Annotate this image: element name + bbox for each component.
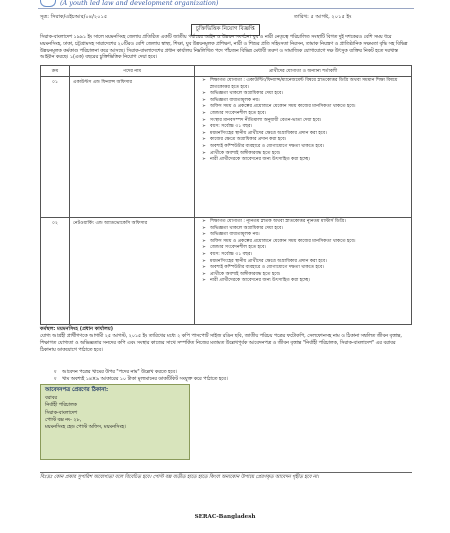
requirement-item: ➢ অফিস সময় ও প্রকল্পের প্রয়োজনে যেকোন সময় কাজের মানসিকতা থাকতে হবে। [202, 239, 408, 246]
notice-title: চুক্তিভিত্তিক নিয়োগ বিজ্ঞপ্তি [191, 24, 260, 36]
header-serial: ক্রম [41, 66, 70, 77]
note-item: ▿ খাম অবশ্যই ১৪×৯ আকারের ১০ টাকা মূল্যমানের ডাকটিকিট সংযুক্ত করে পাঠাতে হবে। [54, 376, 228, 382]
requirement-item: ➢ অভিজ্ঞতা বাধ্যতামূলক নয়। [202, 232, 408, 239]
requirement-item: ➢ প্রার্থীকে অবশ্যই অঙ্গীকারবদ্ধ হতে হবে। [202, 272, 408, 279]
checkbox-icon: ▿ [54, 370, 57, 375]
requirement-item: ➢ জেন্ডার সংবেদনশীল হতে হবে। [202, 245, 408, 252]
address-line: ময়মনসিংহ হেড পোস্ট অফিস, ময়মনসিংহ। [45, 425, 126, 431]
requirement-item: ➢ ময়মনসিংহের স্থানীয় প্রার্থীদের ক্ষেত্রে অগ্রাধিকার প্রদান করা হবে। [202, 259, 408, 266]
notice-date: তারিখ: ৫ আগষ্ট, ২০১৫ ইং [294, 14, 352, 20]
table-header-row [41, 66, 412, 77]
logo-icon [40, 0, 56, 7]
table-row [41, 218, 412, 325]
requirement-item: ➢ শিক্ষাগত যোগ্যতা : ন্যূনতম স্নাতক অথবা স্নাতকোত্তর ন্যূনতম মাস্টার্স ডিগ্রি। [202, 219, 408, 226]
requirement-item: ➢ জেন্ডার সংবেদনশীল হতে হবে। [202, 111, 408, 118]
row-serial: ০২ [41, 218, 70, 325]
footer-org-name: SERAC-Bangladesh [194, 514, 256, 520]
checkbox-icon: ▿ [54, 376, 57, 382]
address-box [40, 384, 190, 460]
footnote-divider [40, 472, 412, 473]
requirement-item: ➢ বয়স: সর্বোচ্চ ৩১ বছর। [202, 124, 408, 131]
header-post: পদের নাম [70, 66, 195, 77]
header-requirements: প্রার্থীদের যোগ্যতা ও অন্যান্য শর্তাবলী [195, 66, 412, 77]
requirement-item: ➢ অভিজ্ঞতা থাকলে অগ্রাধিকার দেয়া হবে। [202, 91, 408, 98]
reference-number: সূত্র: সিরাক/এইচআর/০৪/২০১৫ [40, 14, 108, 20]
requirement-item: ➢ বয়স: সর্বোচ্চ ৩১ বছর। [202, 252, 408, 259]
footnote: বিঃদ্রঃ কোন প্রকার সুপারিশ অযোগ্যতা বলে বিবেচিত হবে। পোস্ট বক্স ব্যতীত হাতে হাতে কিংবা অন্যকোন উপায়ে প্রেরণকৃত আবেদন গৃহীত হবে না। [40, 475, 319, 480]
table-row [41, 77, 412, 218]
row-requirements [195, 218, 412, 325]
requirement-item: ➢ অভিজ্ঞতা বাধ্যতামূলক নয়। [202, 98, 408, 105]
requirement-item: ➢ কাজের ক্ষেত্রে অগ্রাধিকার প্রদান করা হবে। [202, 137, 408, 144]
row-serial: ০১ [41, 77, 70, 218]
requirement-item: ➢ শিক্ষাগত যোগ্যতা : একাউন্টিং/ফিন্যান্স/ম্যানেজমেন্ট বিষয়ে স্নাতকোত্তর ডিগ্রি অথবা সমমান শিক্ষা বিষয়ে স্নাতকোত্তর হতে হবে। [202, 78, 408, 91]
requirements-list [198, 219, 408, 285]
positions-table [40, 65, 412, 325]
requirement-item: ➢ ময়মনসিংহের স্থানীয় প্রার্থীদের ক্ষেত্রে অগ্রাধিকার প্রদান করা হবে। [202, 131, 408, 138]
row-requirements [195, 77, 412, 218]
notes-list [54, 370, 412, 384]
requirement-item: ➢ প্রার্থীকে অবশ্যই অঙ্গীকারবদ্ধ হতে হবে। [202, 151, 408, 158]
requirement-item: ➢ অভিজ্ঞতা থাকলে অগ্রাধিকার দেয়া হবে। [202, 226, 408, 233]
address-line: সিরাক-বাংলাদেশ [45, 410, 78, 416]
requirements-list [198, 78, 408, 164]
requirement-item: ➢ নারী প্রার্থীদেরকে আবেদনের জন্য উৎসাহিত করা হচ্ছে। [202, 157, 408, 164]
requirement-item: ➢ নারী প্রার্থীদেরকে আবেদনের জন্য উৎসাহিত করা হচ্ছে। [202, 278, 408, 285]
address-heading: আবেদনপত্র প্রেরণের ঠিকানা: [45, 387, 109, 393]
note-item: ▿ আবেদন পত্রের খামের উপর "পদের নাম" উল্লেখ করতে হবে। [54, 370, 177, 375]
application-paragraph: যোগ্য আগ্রহী প্রার্থীগণকে আগামী ২৫ আগস্ট, ২০১৫ ইং তারিখের মধ্যে ২ কপি পাসপোর্ট সাইজ রঙিন ছবি, জাতীয় পরিচয় পত্রের ফটোকপি, সেলফোনসহ নাম ও ঠিকানা সম্বলিত জীবন বৃত্তান্ত, শিক্ষাগত যোগ্যতা ও অভিজ্ঞতার সনদের কপি এবং সংস্থার কাজের সাথে সম্পর্কিত নিজের মতামত উল্লেখপূর্বক আবেদনপত্র ও জীবন বৃত্তান্ত "নির্বাহী পরিচালক, সিরাক-বাংলাদেশ" এর বরাবর ঠিকানায় ডাকযোগে পাঠাতে হবে। [40, 334, 402, 353]
requirement-item: ➢ সংস্থার মানবসম্পদ নীতিমালা অনুযায়ী বেতন-ভাতা দেয়া হবে। [202, 118, 408, 125]
header-divider [38, 8, 414, 9]
org-tagline: (A youth led law and development organization) [60, 0, 219, 7]
row-post: নেটওয়ার্কিং এন্ড অ্যাডভোকেসি অফিসার [70, 218, 195, 325]
address-line: নির্বাহী পরিচালক [45, 403, 77, 409]
intro-paragraph: সিরাক-বাংলাদেশ ১৯৯১ ইং সালে ময়মনসিংহ জেলায় প্রতিষ্ঠিত একটি জাতীয় পর্যায়ের আইন ও উন্নয়ন সংগঠন। যুব ও নারী নেতৃত্বে পরিচালিত সংস্থাটি বিগত দুই দশকেরও বেশি সময় ধরে ময়মনসিংহ, ঢাকা, চট্টগ্রামসহ সারাদেশের ২০টিরও বেশি জেলায় স্বাস্থ্য, শিক্ষা, যুব উন্নয়নমূলক প্রশিক্ষণ, নারী ও শিশুর প্রতি সহিংসতা নিরসন, তামাক নিয়ন্ত্রণ ও প্রাতিষ্ঠানিক সক্ষমতা বৃদ্ধি সহ বিভিন্ন উন্নয়নমূলক কর্মকাণ্ড পরিচালনা করে আসছে। সিরাক-বাংলাদেশের প্রধান কার্যালয় নিম্নলিখিত পদে পাঁচজন বিভিন্ন মেধাবী তরুণ ও সামাজিক যোগাযোগে দক্ষ উৎসুক ব্যক্তির নিকট হতে দরখাস্ত আহ্বান করছে। ১(এক) বছরের চুক্তিভিত্তিক নিয়োগ দেয়া হবে। [40, 35, 408, 61]
requirement-item: ➢ অফিস সময় ও প্রকল্পের প্রয়োজনে যেকোন সময় কাজের মানসিকতা থাকতে হবে। [202, 104, 408, 111]
row-post: একাউন্টস এন্ড ফিন্যান্স অফিসার [70, 77, 195, 218]
requirement-item: ➢ অবশ্যই কম্পিউটার ব্যবহারে ও যোগাযোগে দক্ষতা থাকতে হবে। [202, 265, 408, 272]
workplace-line: কর্মস্থল: ময়মনসিংহ (প্রধান কার্যালয়) [40, 326, 114, 332]
address-line: বরাবর [45, 396, 58, 402]
address-line: পোস্ট বক্স নং- ২৮, [45, 417, 82, 423]
requirement-item: ➢ অবশ্যই কম্পিউটার ব্যবহারে ও যোগাযোগে দক্ষতা থাকতে হবে। [202, 144, 408, 151]
